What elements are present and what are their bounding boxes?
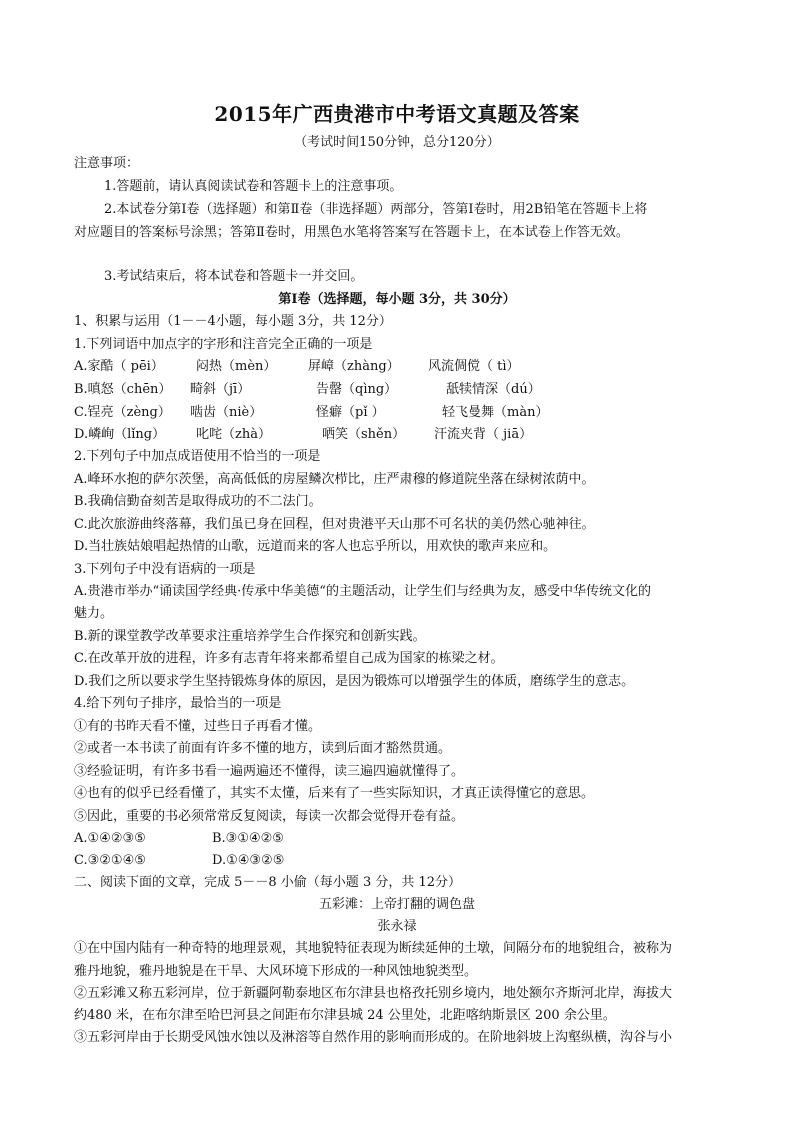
part-2-heading: 二、阅读下面的文章，完成 5－－8 小偷（每小题 3 分，共 12分） (74, 875, 462, 890)
q3-option-b: B.新的课堂教学改革要求注重培养学生合作探究和创新实践。 (74, 629, 426, 644)
q3-stem: 3.下列句子中没有语病的一项是 (74, 562, 256, 577)
q1-option-a: A.家酷（ pēi） 闷热（mèn） 屏嶂（zhàng） 风流倜傥（ tì） (74, 359, 520, 374)
exam-time-subtitle: （考试时间150分钟，总分120分） (294, 135, 500, 150)
q4-sentence-2: ②或者一本书读了前面有许多不懂的地方，读到后面才豁然贯通。 (74, 741, 452, 756)
notice-item-3: 3.考试结束后，将本试卷和答题卡一并交回。 (104, 269, 364, 284)
q2-option-b: B.我确信勤奋刻苦是取得成功的不二法门。 (74, 494, 322, 509)
q3-option-a: A.贵港市举办“诵读国学经典·传承中华美德“的主题活动，让学生们与经典为友，感受中华传统文化的 (74, 584, 651, 599)
q1-stem: 1.下列词语中加点字的字形和注音完全正确的一项是 (74, 337, 373, 352)
q4-sentence-5: ⑤因此，重要的书必须常常反复阅读，每读一次都会觉得开卷有益。 (74, 809, 465, 824)
q4-option-d: D.①④③②⑤ (212, 853, 285, 868)
q4-option-c: C.③②①④⑤ (74, 853, 146, 868)
article-paragraph-3: ③五彩河岸由于长期受风蚀水蚀以及淋溶等自然作用的影响而形成的。在阶地斜坡上沟壑纵横，沟谷与小 (74, 1030, 673, 1045)
page-title: 2015年广西贵港市中考语文真题及答案 (214, 102, 580, 126)
q1-option-b: B.嗔怒（chēn） 畸斜（jī） 告罄（qìng） 舐犊情深（dú） (74, 382, 541, 397)
q4-stem: 4.给下列句子排序，最恰当的一项是 (74, 696, 282, 711)
q3-option-c: C.在改革开放的进程，许多有志青年将来都希望自己成为国家的栋梁之材。 (74, 651, 504, 666)
notice-item-2-cont: 对应题目的答案标号涂黑；答第Ⅱ卷时，用黑色水笔将答案写在答题卡上，在本试卷上作答无效。 (74, 225, 629, 240)
part-1-heading: 1、积累与运用（1－－4小题，每小题 3分，共 12分） (74, 314, 392, 329)
q1-option-c: C.锃亮（zèng） 啮齿（niè） 怪癖（pǐ ） 轻飞曼舞（màn） (74, 405, 549, 420)
q1-option-d: D.嶙峋（lǐnɡ） 叱咤（zhà） 哂笑（shěn） 汗流夹背（ jiā） (74, 427, 533, 442)
article-author: 张永禄 (377, 919, 417, 934)
q3-option-a-cont: 魅力。 (74, 606, 114, 621)
q3-option-d: D.我们之所以要求学生坚持锻炼身体的原因，是因为锻炼可以增强学生的体质，磨练学生的意志。 (74, 674, 635, 689)
q4-option-a: A.①④②③⑤ (74, 831, 146, 846)
q2-stem: 2.下列句子中加点成语使用不恰当的一项是 (74, 449, 321, 464)
q4-option-b: B.③①④②⑤ (212, 831, 284, 846)
article-paragraph-2-cont: 约480 米，在布尔津至哈巴河县之间距布尔津县城 24 公里处，北距喀纳斯景区 200 余公里。 (74, 1008, 616, 1023)
q4-options-cd (74, 852, 374, 870)
q2-option-a: A.峰环水抱的萨尔茨堡，高高低低的房屋鳞次栉比，庄严肃穆的修道院坐落在绿树浓荫中。 (74, 472, 595, 487)
q4-sentence-3: ③经验证明，有许多书看一遍两遍还不懂得，读三遍四遍就懂得了。 (74, 764, 465, 779)
article-title: 五彩滩：上帝打翻的调色盘 (318, 897, 475, 912)
q2-option-d: D.当壮族姑娘唱起热情的山歌，远道而来的客人也忘乎所以，用欢快的歌声来应和。 (74, 539, 557, 554)
notice-heading: 注意事项： (74, 156, 140, 171)
q2-option-c: C.此次旅游曲终落幕，我们虽已身在回程，但对贵港平天山那不可名状的美仍然心驰神往。 (74, 517, 595, 532)
section-1-heading: 第Ⅰ卷（选择题，每小题 3分，共 30分） (278, 292, 516, 307)
notice-item-1: 1.答题前，请认真阅读试卷和答题卡上的注意事项。 (104, 179, 403, 194)
notice-item-2: 2.本试卷分第Ⅰ卷（选择题）和第Ⅱ卷（非选择题）两部分，答第Ⅰ卷时，用2B铅笔在答题卡上将 (104, 202, 648, 217)
q4-sentence-4: ④也有的似乎已经看懂了，其实不太懂，后来有了一些实际知识，才真正读得懂它的意思。 (74, 786, 595, 801)
q4-sentence-1: ①有的书昨天看不懂，过些日子再看才懂。 (74, 719, 322, 734)
article-paragraph-1-cont: 雅丹地貌，雅丹地貌是在干旱、大风环境下形成的一种风蚀地貌类型。 (74, 964, 478, 979)
article-paragraph-2: ②五彩滩又称五彩河岸，位于新疆阿勒泰地区布尔津县也格孜托别乡境内，地处额尔齐斯河北岸，海拔大 (74, 986, 673, 1001)
article-paragraph-1: ①在中国内陆有一种奇特的地理景观，其地貌特征表现为断续延伸的土墩，间隔分布的地貌组合，被称为 (74, 941, 673, 956)
q4-options-ab (74, 830, 374, 848)
